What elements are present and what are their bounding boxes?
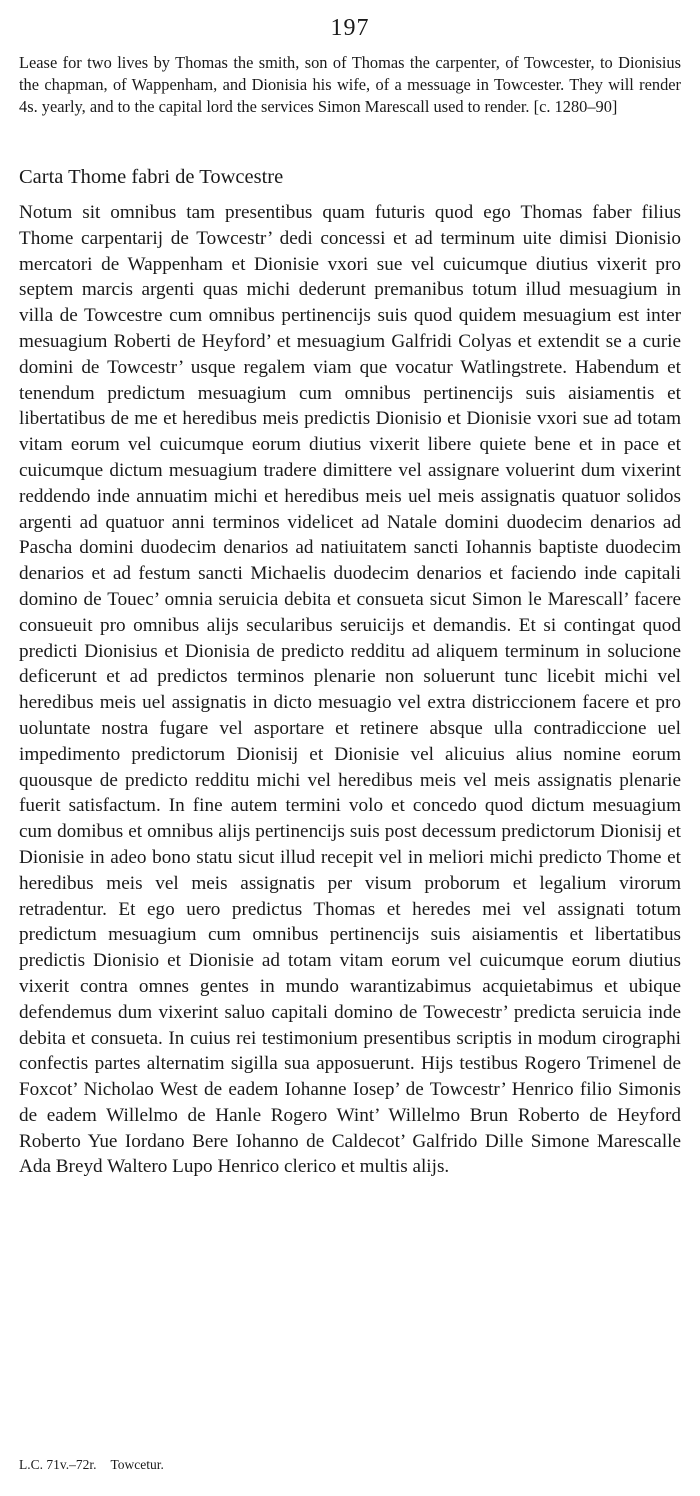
charter-title: Carta Thome fabri de Towcestre — [19, 166, 284, 188]
charter-summary: Lease for two lives by Thomas the smith, son of Thomas the carpenter, of Towcester, to Dionisius the chapman, of Wappenham, and Dionisia his wife, of a messuage in Towcester. They will render 4s. yearly, and to the capital lord the services Simon Marescall used to render. [c. 1280–90] — [19, 53, 681, 116]
page-number: 197 — [330, 15, 370, 41]
place-name: Towcetur. — [110, 1457, 164, 1472]
charter-body: Notum sit omnibus tam presentibus quam futuris quod ego Thomas faber filius Thome carpentarij de Towcestr’ dedi concessi et ad terminum uite dimisi Dionisio mercatori de Wappenham et Dionisie vxori sue vel cuicumque diutius vixerit pro septem marcis argenti quas michi dederunt premanibus totum illud mesuagium in villa de Towcestre cum omnibus pertinencijs suis quod quidem mesuagium est inter mesuagium Roberti de Heyford’ et mesuagium Galfridi Colyas et extendit se a curie domini de Towcestr’ usque regalem viam que vocatur Watlingstrete. Habendum et tenendum predictum mesuagium cum omnibus pertinencijs suis aisiamentis et libertatibus de me et heredibus meis predictis Dionisio et Dionisie vxori sue ad totam vitam eorum vel cuicumque eorum diutius vixerit libere quiete bene et in pace et cuicumque dictum mesuagium tradere dimittere vel assignare voluerint dum vixerint reddendo inde annuatim michi et heredibus meis uel meis assignatis quatuor solidos argenti ad quatuor anni terminos videlicet ad Natale domini duodecim denarios ad Pascha domini duodecim denarios ad natiuitatem sancti Iohannis baptiste duodecim denarios et ad festum sancti Michaelis duodecim denarios et faciendo inde capitali domino de Touec’ omnia seruicia debita et consueta sicut Simon le Marescall’ facere consueuit pro omnibus alijs secularibus seruicijs et demandis. Et si contingat quod predicti Dionisius et Dionisia de predicto redditu ad aliquem terminum in solucione deficerunt et ad predictos terminos plenarie non soluerunt tunc licebit michi vel heredibus meis uel assignatis in dicto mesuagio vel extra districcionem facere et pro uoluntate nostra fugare vel asportare et retinere absque ulla contradiccione uel impedimento predictorum Dionisij et Dionisie vel alicuius alius nomine eorum quousque de predicto redditu michi vel heredibus meis vel meis assignatis plenarie fuerit satisfactum. In fine autem termini volo et concedo quod dictum mesuagium cum domibus et omnibus alijs pertinencijs suis post decessum predictorum Dionisij et Dionisie in adeo bono statu sicut illud recepit vel in meliori michi predicto Thome et heredibus meis vel meis assignatis per visum proborum et legalium virorum retradentur. Et ego uero predictus Thomas et heredes mei vel assignati totum predictum mesuagium cum omnibus pertinencijs suis aisiamentis et libertatibus predictis Dionisio et Dionisie ad totam vitam eorum vel cuicumque eorum diutius vixerit contra omnes gentes in mundo warantizabimus acquietabimus et ubique defendemus dum vixerint saluo capitali domino de Towecestr’ predicta seruicia inde debita et consueta. In cuius rei testimonium presentibus scriptis in modum cirographi confectis partes alternatim sigilla sua apposuerunt. Hijs testibus Rogero Trimenel de Foxcot’ Nicholao West de eadem Iohanne Iosep’ de Towcestr’ Henrico filio Simonis de eadem Willelmo de Hanle Rogero Wint’ Willelmo Brun Roberto de Heyford Roberto Yue Iordano Bere Iohanno de Caldecot’ Galfrido Dille Simone Marescalle Ada Breyd Waltero Lupo Henrico clerico et multis alijs. — [19, 202, 681, 1178]
source-reference — [19, 1456, 681, 1474]
folio-reference: L.C. 71v.–72r. — [19, 1457, 97, 1472]
